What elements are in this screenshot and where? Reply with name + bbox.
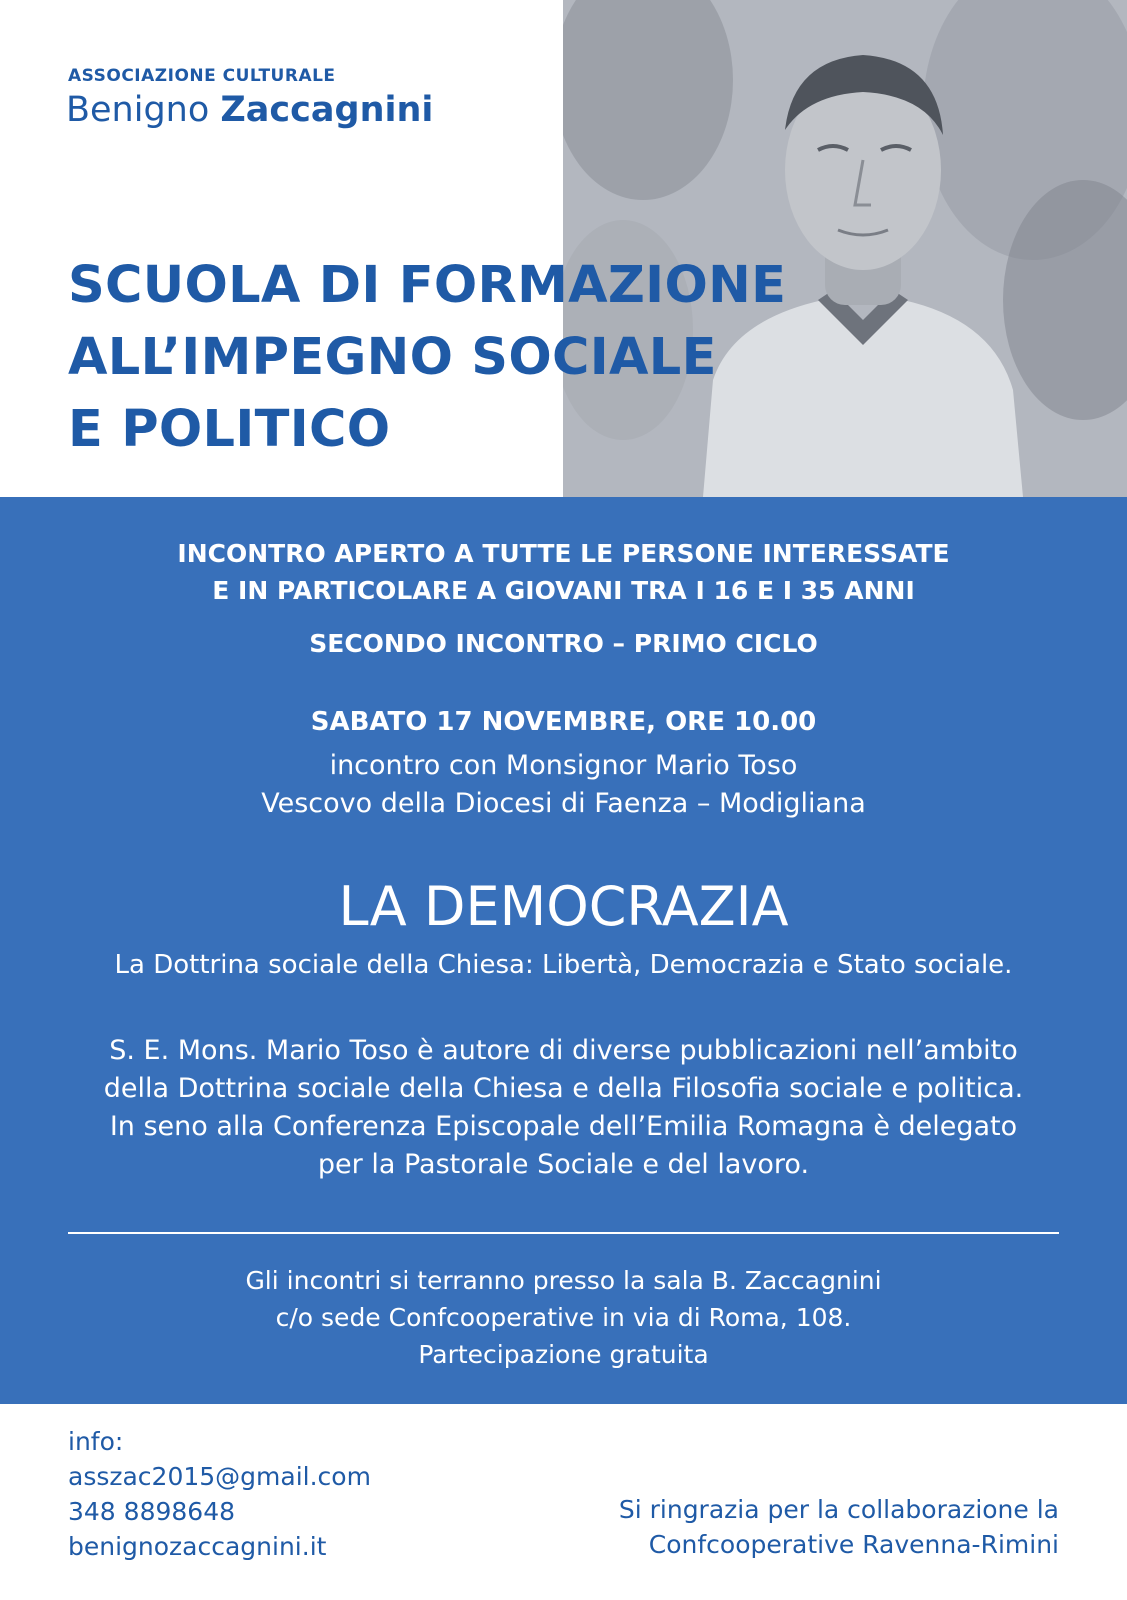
bio-line-1: S. E. Mons. Mario Toso è autore di diverse pubblicazioni nell’ambito [109, 1035, 1018, 1066]
venue-line-1: Gli incontri si terranno presso la sala B. Zaccagnini [245, 1266, 882, 1295]
page-title [68, 250, 786, 466]
event-date: SABATO 17 NOVEMBRE, ORE 10.00 [310, 707, 817, 737]
acknowledgement [619, 1492, 1059, 1562]
contact-email[interactable]: asszac2015@gmail.com [68, 1462, 371, 1491]
contact-website[interactable]: benignozaccagnini.it [68, 1532, 327, 1561]
contact-phone[interactable]: 348 8898648 [68, 1497, 236, 1526]
title-line-3: E POLITICO [68, 400, 391, 459]
info-label: info: [68, 1427, 124, 1456]
thanks-line-2: Confcooperative Ravenna-Rimini [648, 1530, 1059, 1559]
speaker-info [0, 747, 1127, 823]
bio-line-3: In seno alla Conferenza Episcopale dell’Emilia Romagna è delegato [109, 1111, 1018, 1142]
event-topic: LA DEMOCRAZIA [338, 875, 789, 938]
association-label: ASSOCIAZIONE CULTURALE [68, 66, 336, 86]
header-section [0, 0, 1127, 497]
event-details-band [0, 497, 1127, 1404]
association-name-last: Zaccagnini [220, 90, 434, 130]
divider [68, 1232, 1059, 1234]
venue-line-2: c/o sede Confcooperative in via di Roma, 108. [275, 1303, 852, 1332]
event-subtopic: La Dottrina sociale della Chiesa: Libertà, Democrazia e Stato sociale. [114, 950, 1013, 980]
venue-line-3: Partecipazione gratuita [418, 1340, 709, 1369]
bio-line-2: della Dottrina sociale della Chiesa e della Filosofia sociale e politica. [103, 1073, 1024, 1104]
audience-intro [0, 535, 1127, 609]
meeting-cycle: SECONDO INCONTRO – PRIMO CICLO [309, 629, 818, 658]
association-name [66, 90, 433, 130]
contact-info [68, 1424, 371, 1564]
speaker-line-2: Vescovo della Diocesi di Faenza – Modigliana [261, 788, 866, 819]
intro-line-1: INCONTRO APERTO A TUTTE LE PERSONE INTERESSATE [177, 539, 950, 568]
thanks-line-1: Si ringrazia per la collaborazione la [618, 1495, 1059, 1524]
title-line-1: SCUOLA DI FORMAZIONE [68, 256, 787, 315]
bio-line-4: per la Pastorale Sociale e del lavoro. [317, 1149, 810, 1180]
venue-info [0, 1262, 1127, 1373]
association-name-first: Benigno [66, 90, 210, 130]
speaker-bio [0, 1032, 1127, 1184]
speaker-line-1: incontro con Monsignor Mario Toso [329, 750, 798, 781]
intro-line-2: E IN PARTICOLARE A GIOVANI TRA I 16 E I 35 ANNI [212, 576, 915, 605]
title-line-2: ALL’IMPEGNO SOCIALE [68, 328, 717, 387]
